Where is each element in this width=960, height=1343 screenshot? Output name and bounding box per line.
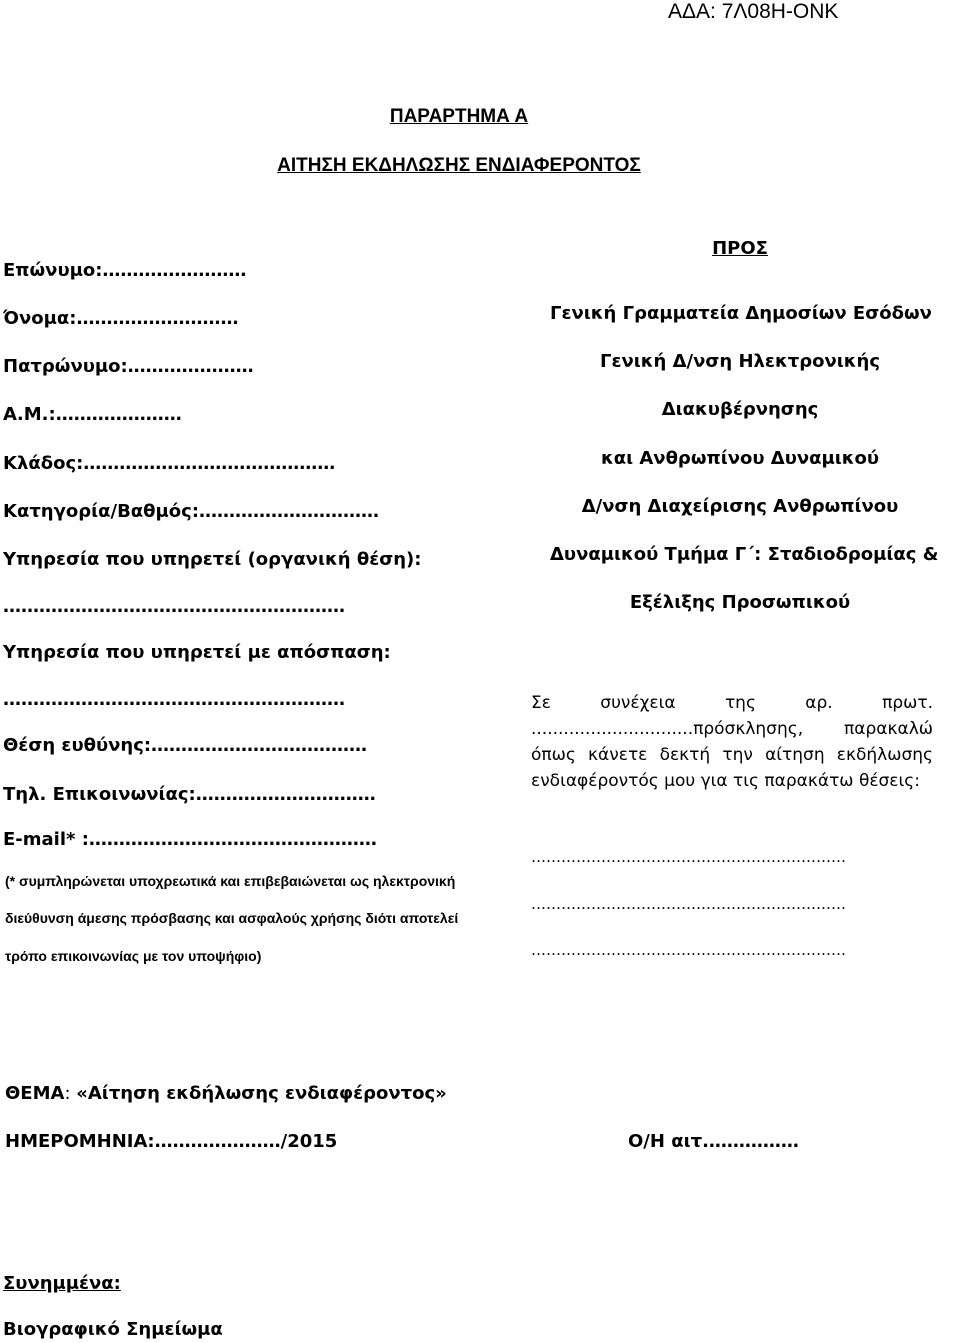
- position-line: ………………………………………………………: [531, 895, 846, 913]
- request-paragraph: Σε συνέχεια της αρ. πρωτ. ..............................πρόσκλησης, παρακαλώ όπως κάνετε δεκτή την αίτηση εκδήλωσης ενδιαφέροντός μου για τις παρακάτω θέσεις:: [531, 693, 933, 791]
- position-field: Θέση ευθύνης:………………………………: [3, 735, 368, 756]
- organic-service-value: …………………………………………………: [3, 596, 345, 617]
- category-field: Κατηγορία/Βαθμός:…………………………: [3, 501, 380, 522]
- position-line: ………………………………………………………: [531, 941, 846, 959]
- secondment-service-label: Υπηρεσία που υπηρετεί με απόσπαση:: [3, 642, 391, 663]
- recipient-line: Γενική Γραμματεία Δημοσίων Εσόδων: [550, 303, 932, 324]
- phone-field: Τηλ. Επικοινωνίας:…………………………: [3, 784, 376, 805]
- email-note-line: τρόπο επικοινωνίας με τον υποψήφιο): [5, 948, 262, 964]
- recipient-line: Εξέλιξης Προσωπικού: [629, 592, 851, 613]
- recipient-line: Δ/νση Διαχείρισης Ανθρωπίνου: [581, 496, 899, 517]
- subject-separator: :: [64, 1083, 77, 1104]
- email-field: E-mail* :…………………………………………: [3, 829, 377, 850]
- recipient-line: Γενική Δ/νση Ηλεκτρονικής: [599, 351, 881, 372]
- father-name-field: Πατρώνυμο:…………………: [3, 356, 254, 377]
- email-note-line: (* συμπληρώνεται υποχρεωτικά και επιβεβαιώνεται ως ηλεκτρονική: [5, 873, 456, 889]
- attachment-item: Βιογραφικό Σημείωμα: [3, 1319, 223, 1340]
- annex-title: ΠΑΡΑΡΤΗΜΑ Α: [389, 106, 529, 127]
- recipient-line: και Ανθρωπίνου Δυναμικού: [600, 448, 880, 469]
- position-line: ………………………………………………………: [531, 848, 846, 866]
- attachments-heading: Συνημμένα:: [3, 1273, 121, 1294]
- date-field: ΗΜΕΡΟΜΗΝΙΑ:…………………/2015: [5, 1131, 338, 1152]
- organic-service-label: Υπηρεσία που υπηρετεί (οργανική θέση):: [3, 549, 422, 570]
- branch-field: Κλάδος:……………………………………: [3, 453, 336, 474]
- subject-value: «Αίτηση εκδήλωσης ενδιαφέροντος»: [76, 1083, 447, 1104]
- ada-code: ΑΔΑ: 7Λ08Η-ΟΝΚ: [668, 0, 839, 23]
- recipient-line: Διακυβέρνησης: [661, 399, 819, 420]
- surname-field: Επώνυμο:……………………: [3, 260, 247, 281]
- name-field: Όνομα:………………………: [3, 308, 239, 329]
- subject-line: [5, 1083, 447, 1104]
- subject-label: ΘΕΜΑ: [5, 1083, 65, 1104]
- secondment-service-value: …………………………………………………: [3, 689, 345, 710]
- applicant-ref-field: Ο/Η αιτ.……………: [628, 1131, 799, 1152]
- email-note-line: διεύθυνση άμεσης πρόσβασης και ασφαλούς χρήσης διότι αποτελεί: [5, 910, 459, 926]
- am-field: Α.Μ.:…………………: [3, 404, 182, 425]
- application-title: ΑΙΤΗΣΗ ΕΚΔΗΛΩΣΗΣ ΕΝΔΙΑΦΕΡΟΝΤΟΣ: [277, 155, 641, 176]
- recipient-line: Δυναμικού Τμήμα Γ΄: Σταδιοδρομίας &: [550, 544, 939, 565]
- recipient-heading: ΠΡΟΣ: [712, 238, 768, 259]
